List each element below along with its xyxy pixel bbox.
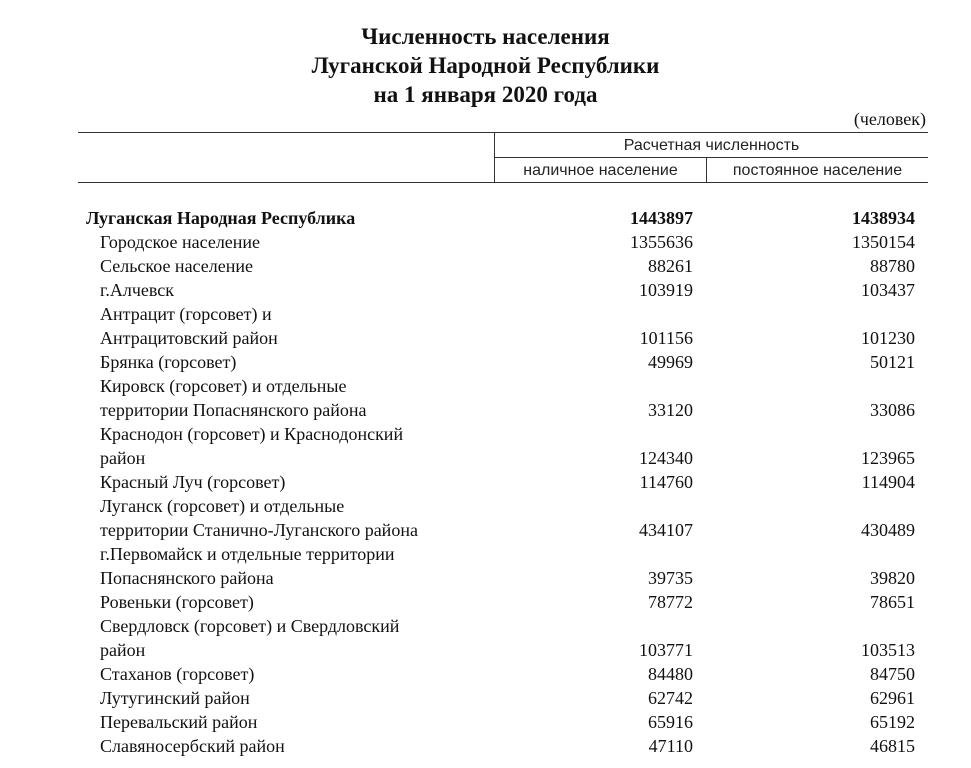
row-name: Луганская Народная Республика: [86, 208, 356, 228]
table-row: [0, 590, 971, 614]
unit-label: (человек): [853, 109, 926, 129]
row-value-permanent: 430489: [861, 520, 915, 540]
row-value-present: 39735: [648, 568, 693, 588]
table-row: [0, 566, 971, 590]
row-value-present: 1355636: [630, 232, 693, 252]
row-value-permanent: 84750: [870, 664, 915, 684]
row-value-permanent: 46815: [870, 736, 915, 756]
table-row: [0, 614, 971, 638]
row-value-permanent: 101230: [861, 328, 915, 348]
table-row: [0, 422, 971, 446]
row-value-present: 49969: [648, 352, 693, 372]
row-value-permanent: 123965: [861, 448, 915, 468]
table-row: [0, 302, 971, 326]
table-row: [0, 398, 971, 422]
header-mid-rule: [494, 157, 928, 158]
header-col2-label: постоянное население: [732, 162, 903, 179]
row-value-present: 65916: [648, 712, 693, 732]
row-name: район: [100, 640, 146, 660]
row-value-permanent: 50121: [870, 352, 915, 372]
row-name: Стаханов (горсовет): [100, 664, 255, 684]
row-name: Лутугинский район: [100, 688, 250, 708]
table-row: [0, 206, 971, 230]
title-line-1: Численность населения: [361, 24, 610, 49]
row-name: Кировск (горсовет) и отдельные: [100, 376, 347, 396]
table-row: [0, 374, 971, 398]
row-value-permanent: 88780: [870, 256, 915, 276]
row-value-present: 84480: [648, 664, 693, 684]
row-name: г.Алчевск: [100, 280, 175, 300]
header-col1-label: наличное население: [523, 162, 678, 179]
table-row: [0, 446, 971, 470]
table-row: [0, 734, 971, 758]
row-name: территории Попаснянского района: [100, 400, 367, 420]
row-name: Ровеньки (горсовет): [100, 592, 254, 612]
row-value-permanent: 103513: [861, 640, 915, 660]
table-row: [0, 230, 971, 254]
row-value-present: 78772: [648, 592, 693, 612]
row-value-permanent: 1350154: [852, 232, 915, 252]
row-value-permanent: 78651: [870, 592, 915, 612]
row-value-permanent: 1438934: [852, 208, 915, 228]
table-row: [0, 518, 971, 542]
row-value-present: 103919: [639, 280, 693, 300]
header-bottom-rule: [78, 182, 928, 183]
row-value-permanent: 65192: [870, 712, 915, 732]
row-value-permanent: 114904: [861, 472, 915, 492]
row-value-present: 47110: [648, 736, 693, 756]
row-name: Свердловск (горсовет) и Свердловский: [100, 616, 400, 636]
row-name: Сельское население: [100, 256, 253, 276]
row-value-present: 101156: [639, 328, 693, 348]
row-value-present: 103771: [639, 640, 693, 660]
row-name: Попаснянского района: [100, 568, 274, 588]
table-row: [0, 662, 971, 686]
row-name: район: [100, 448, 146, 468]
row-value-permanent: 103437: [861, 280, 915, 300]
table-row: [0, 494, 971, 518]
row-name: г.Первомайск и отдельные территории: [100, 544, 395, 564]
table-row: [0, 638, 971, 662]
title-line-3: на 1 января 2020 года: [373, 82, 598, 107]
row-value-present: 88261: [648, 256, 693, 276]
row-value-present: 114760: [639, 472, 693, 492]
page-title: [0, 22, 971, 109]
row-value-present: 124340: [639, 448, 693, 468]
table-row: [0, 542, 971, 566]
row-name: Брянка (горсовет): [100, 352, 237, 372]
table-row: [0, 350, 971, 374]
row-name: территории Станично-Луганского района: [100, 520, 418, 540]
table-row: [0, 326, 971, 350]
table-row: [0, 278, 971, 302]
population-table-body: [0, 206, 971, 758]
row-name: Антрацит (горсовет) и: [100, 304, 272, 324]
row-name: Перевальский район: [100, 712, 258, 732]
row-value-permanent: 39820: [870, 568, 915, 588]
row-name: Антрацитовский район: [100, 328, 278, 348]
row-value-present: 33120: [648, 400, 693, 420]
row-name: Красный Луч (горсовет): [100, 472, 286, 492]
title-line-2: Луганской Народной Республики: [311, 53, 660, 78]
row-name: Краснодон (горсовет) и Краснодонский: [100, 424, 404, 444]
row-name: Луганск (горсовет) и отдельные: [100, 496, 345, 516]
table-row: [0, 710, 971, 734]
row-value-permanent: 62961: [870, 688, 915, 708]
row-value-present: 62742: [648, 688, 693, 708]
table-row: [0, 686, 971, 710]
row-name: Славяносербский район: [100, 736, 285, 756]
row-value-present: 434107: [639, 520, 693, 540]
table-row: [0, 254, 971, 278]
table-row: [0, 470, 971, 494]
row-value-permanent: 33086: [870, 400, 915, 420]
row-value-present: 1443897: [630, 208, 693, 228]
header-top-rule: [78, 132, 928, 133]
row-name: Городское население: [100, 232, 261, 252]
header-group-label: Расчетная численность: [623, 137, 800, 154]
